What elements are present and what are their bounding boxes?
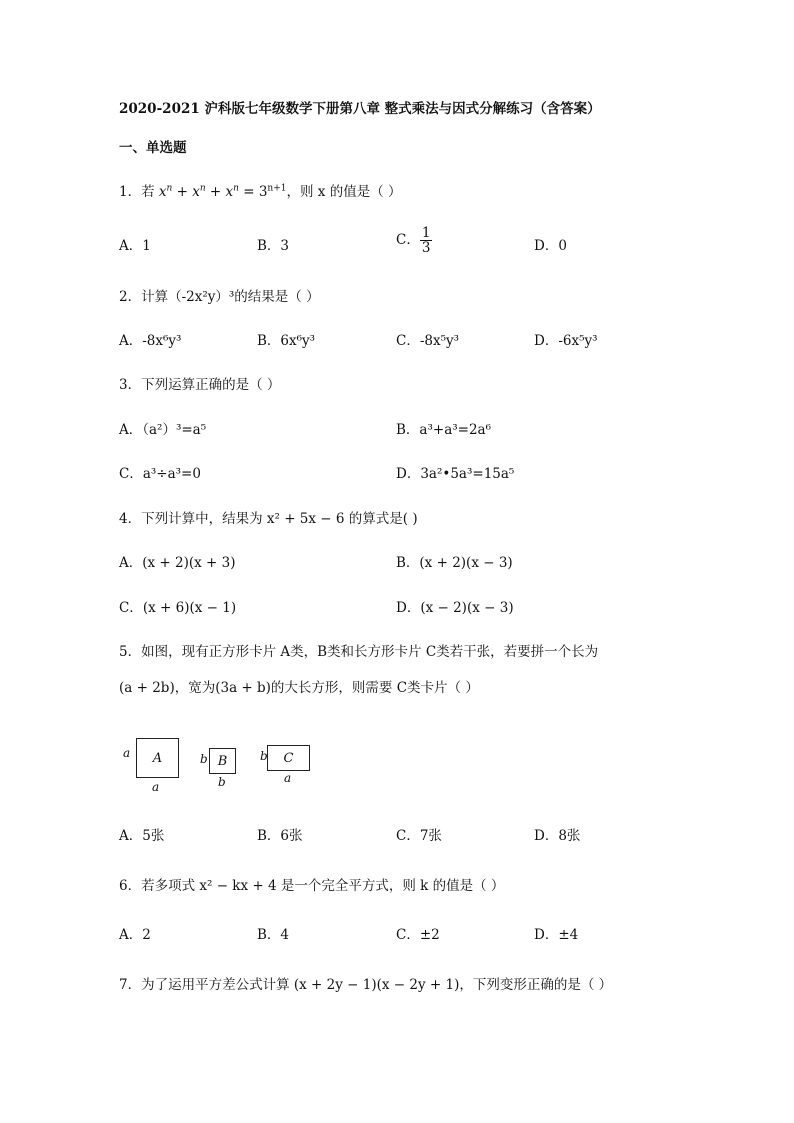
question-4: 4．下列计算中，结果为 x² + 5x − 6 的算式是( ) bbox=[119, 511, 418, 527]
question-5-option-b[interactable]: B．6张 bbox=[257, 828, 303, 844]
card-c-bottom-label: a bbox=[284, 771, 292, 785]
question-1-exponent: n+1 bbox=[267, 183, 287, 194]
question-1-option-c-label: C． bbox=[396, 232, 420, 248]
card-c: C bbox=[267, 745, 310, 771]
question-2-option-a[interactable]: A．-8x⁶y³ bbox=[119, 333, 182, 349]
question-6-option-b[interactable]: B．4 bbox=[257, 927, 290, 943]
question-5-option-d[interactable]: D．8张 bbox=[534, 828, 581, 844]
question-6: 6．若多项式 x² − kx + 4 是一个完全平方式，则 k 的值是（ ） bbox=[119, 878, 505, 894]
question-2-option-d[interactable]: D．-6x⁵y³ bbox=[534, 333, 598, 349]
question-5-option-a[interactable]: A．5张 bbox=[119, 828, 165, 844]
question-4-option-b[interactable]: B．(x + 2)(x − 3) bbox=[396, 555, 513, 571]
section-heading: 一、单选题 bbox=[119, 140, 187, 156]
question-3-option-a[interactable]: A．（a²）³=a⁵ bbox=[119, 422, 207, 438]
question-6-option-d[interactable]: D．±4 bbox=[534, 927, 579, 943]
card-b: B bbox=[209, 748, 236, 774]
question-1-option-d[interactable]: D．0 bbox=[534, 238, 567, 254]
fraction-denominator: 3 bbox=[421, 240, 431, 256]
question-3: 3．下列运算正确的是（ ） bbox=[119, 377, 281, 393]
card-c-side-label: b bbox=[260, 749, 268, 763]
question-6-option-c[interactable]: C．±2 bbox=[396, 927, 440, 943]
question-4-option-d[interactable]: D．(x − 2)(x − 3) bbox=[396, 600, 514, 616]
card-b-bottom-label: b bbox=[218, 775, 226, 789]
card-a-side-label: a bbox=[123, 746, 131, 760]
question-1-option-b[interactable]: B．3 bbox=[257, 238, 290, 254]
question-5-option-c[interactable]: C．7张 bbox=[396, 828, 442, 844]
question-1: 1．若 $x^n + x^n + x^n = 3^{n+1}$，则 x 的值是（ ） bbox=[119, 183, 402, 200]
question-7: 7．为了运用平方差公式计算 (x + 2y − 1)(x − 2y + 1)，下列变形正确的是（ ） bbox=[119, 977, 613, 993]
question-1-option-c[interactable] bbox=[396, 226, 432, 255]
question-2-option-b[interactable]: B．6x⁶y³ bbox=[257, 333, 316, 349]
question-5-line-2: (a + 2b)，宽为(3a + b)的大长方形，则需要 C类卡片（ ） bbox=[119, 680, 479, 696]
question-3-option-d[interactable]: D．3a²•5a³=15a⁵ bbox=[396, 466, 515, 482]
document-title: 2020-2021 沪科版七年级数学下册第八章 整式乘法与因式分解练习（含答案） bbox=[119, 101, 601, 117]
card-a: A bbox=[136, 738, 179, 778]
question-2-option-c[interactable]: C．-8x⁵y³ bbox=[396, 333, 460, 349]
card-a-bottom-label: a bbox=[152, 780, 160, 794]
card-b-side-label: b bbox=[200, 752, 208, 766]
question-2: 2．计算（-2x²y）³的结果是（ ） bbox=[119, 289, 320, 305]
question-6-option-a[interactable]: A．2 bbox=[119, 927, 151, 943]
question-1-lhs: $x^n + x^n + x^n$ bbox=[158, 183, 239, 200]
fraction bbox=[420, 226, 433, 255]
question-1-suffix: ，则 x 的值是（ ） bbox=[286, 184, 402, 200]
question-1-option-a[interactable]: A．1 bbox=[119, 238, 151, 254]
question-3-option-b[interactable]: B．a³+a³=2a⁶ bbox=[396, 422, 492, 438]
question-3-option-c[interactable]: C．a³÷a³=0 bbox=[119, 466, 201, 482]
question-1-prefix: 1．若 bbox=[119, 184, 159, 200]
question-4-option-a[interactable]: A．(x + 2)(x + 3) bbox=[119, 555, 236, 571]
question-5-line-1: 5．如图，现有正方形卡片 A类，B类和长方形卡片 C类若干张，若要拼一个长为 bbox=[119, 644, 599, 660]
question-4-option-c[interactable]: C．(x + 6)(x − 1) bbox=[119, 600, 237, 616]
fraction-numerator: 1 bbox=[421, 225, 431, 241]
